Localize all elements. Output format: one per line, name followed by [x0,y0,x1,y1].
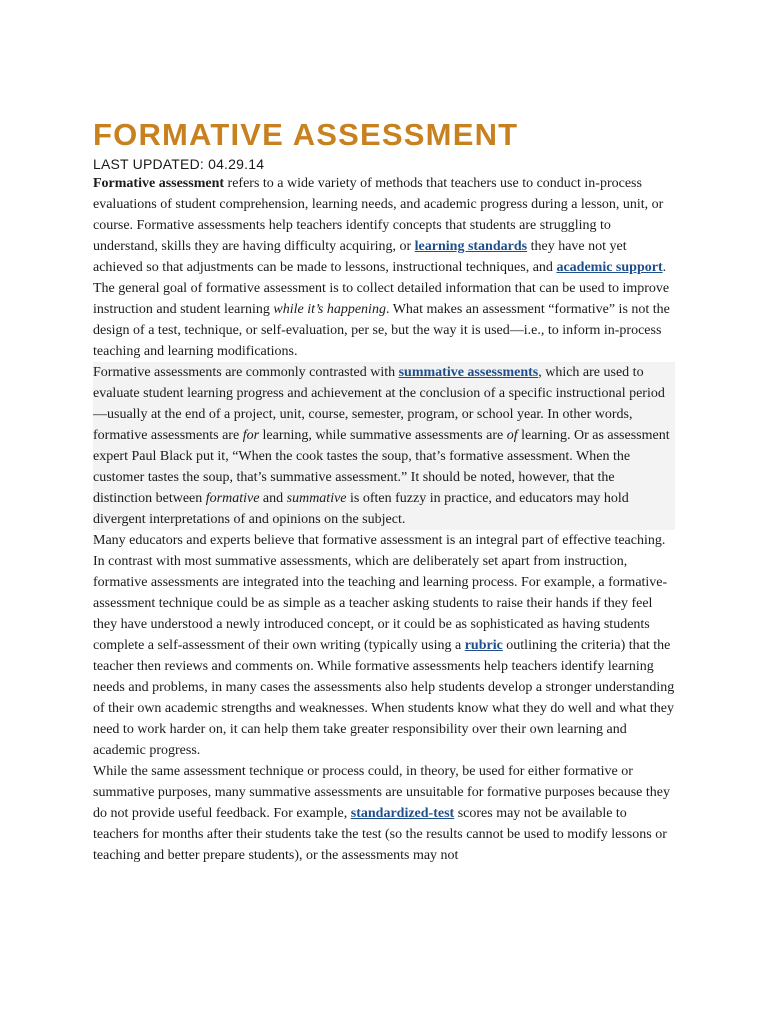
link-rubric[interactable]: rubric [464,638,503,653]
link-learning-standards[interactable]: learning standards [414,239,528,254]
link-academic-support[interactable]: academic support [556,260,663,275]
last-updated-date: LAST UPDATED: 04.29.14 [93,156,265,172]
article-body [93,115,675,866]
term-formative-assessment: Formative assessment [93,176,225,191]
paragraph-summative-contrast: Formative assessments are commonly contrasted with summative assessments, which are used to evaluate student learning progress and achievement at the conclusion of a specific instructional period—usually at the end of a project, unit, course, semester, program, or school year. In other words, formative assessments are for learning, while summative assessments are of learning. Or as assessment expert Paul Black put it, “When the cook tastes the soup, that’s formative assessment. When the customer tastes the soup, that’s summative assessment.” It should be noted, however, that the distinction between formative and summative is often fuzzy in practice, and educators may hold divergent interpretations of and opinions on the subject. [93,362,675,530]
link-standardized-test[interactable]: standardized-test [350,806,455,821]
paragraph-technique-purposes: While the same assessment technique or process could, in theory, be used for either formative or summative purposes, many summative assessments are unsuitable for formative purposes because they do not provide useful feedback. For example, standardized-test scores may not be available to teachers for months after their students take the test (so the results cannot be used to modify lessons or teaching and better prepare students), or the assessments may not [93,764,670,863]
page-title: FORMATIVE ASSESSMENT [93,117,519,152]
paragraph-integral-teaching: Many educators and experts believe that formative assessment is an integral part of effective teaching. In contrast with most summative assessments, which are deliberately set apart from instruction, formative assessments are integrated into the teaching and learning process. For example, a formative-assessment technique could be as simple as a teacher asking students to raise their hands if they feel they have understood a newly introduced concept, or it could be as sophisticated as having students complete a self-assessment of their own writing (typically using a rubric outlining the criteria) that the teacher then reviews and comments on. While formative assessments help teachers identify learning needs and problems, in many cases the assessments also help students develop a stronger understanding of their own academic strengths and weaknesses. When students know what they do well and what they need to work harder on, it can help them take greater responsibility over their own learning and academic progress. [93,533,675,758]
paragraph-general-goal: The general goal of formative assessment is to collect detailed information that can be used to improve instruction and student learning while it’s happening. What makes an assessment “formative” is not the design of a test, technique, or self-evaluation, per se, but the way it is used—i.e., to inform in-process teaching and learning modifications. [93,281,670,359]
paragraph-definition: Formative assessment refers to a wide variety of methods that teachers use to conduct in-process evaluations of student comprehension, learning needs, and academic progress during a lesson, unit, or course. Formative assessments help teachers identify concepts that students are struggling to understand, skills they are having difficulty acquiring, or learning standards they have not yet achieved so that adjustments can be made to lessons, instructional techniques, and academic support. [93,176,667,275]
link-summative-assessments[interactable]: summative assessments [398,365,539,380]
